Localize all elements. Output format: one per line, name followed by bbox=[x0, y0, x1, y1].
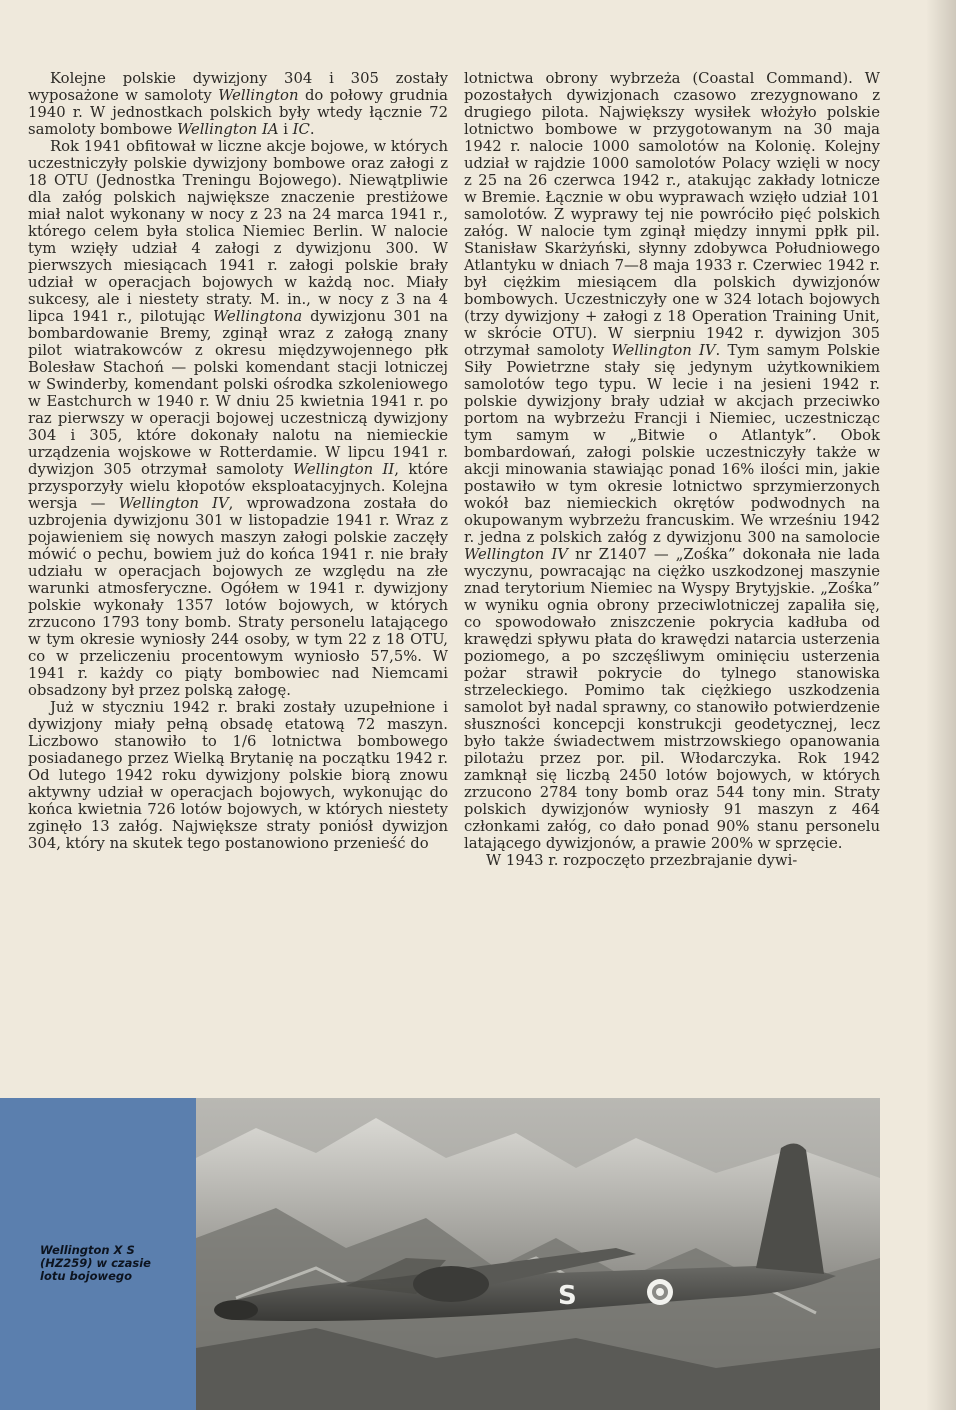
fuselage-letter: S bbox=[558, 1281, 577, 1311]
aircraft-photo-image bbox=[196, 1098, 880, 1410]
right-column-paragraph-continued: lotnictwa obrony wybrzeża (Coastal Command). W pozostałych dywizjonach czasowo zrezygnowano z drugiego pilota. Największy wysiłek włożyło polskie lotnictwo bombowe w przygotowanym na 30 maja 1942 r. nalocie 1000 samolotów na Kolonię. Kolejny udział w rajdzie 1000 samolotów Polacy wzięli w nocy z 25 na 26 czerwca 1942 r., atakując zakłady lotnicze w Bremie. Łącznie w obu wyprawach wzięło udział 101 samolotów. Z wyprawy tej nie powróciło pięć polskich załóg. W nalocie tym zginął między innymi ppłk pil. Stanisław Skarżyński, słynny zdobywca Południowego Atlantyku w dniach 7—8 maja 1933 r. Czerwiec 1942 r. był ciężkim miesiącem dla polskich dywizjonów bombowych. Uczestniczyły one w 324 lotach bojowych (trzy dywizjony + załogi z 18 Operation Training Unit, w skrócie OTU). W sierpniu 1942 r. dywizjon 305 otrzymał samoloty Wellington IV. Tym samym Polskie Siły Powietrzne stały się jedynym użytkownikiem samolotów tego typu. W lecie i na jesieni 1942 r. polskie dywizjony brały udział w akcjach przeciwko portom na wybrzeżu Francji i Niemiec, uczestnicząc tym samym w „Bitwie o Atlantyk”. Obok bombardowań, załogi polskie uczestniczyły także w akcji minowania stawiając ponad 16% ilości min, jakie postawiło w tym okresie lotnictwo sprzymierzonych wokół baz niemieckich okrętów podwodnych na okupowanym wybrzeżu francuskim. We wrześniu 1942 r. jedna z polskich załóg z dywizjonu 300 na samolocie Wellington IV nr Z1407 — „Zośka” dokonała nie lada wyczynu, powracając na ciężko uszkodzonej maszynie znad terytorium Niemiec na Wyspy Brytyjskie. „Zośka” w wyniku ognia obrony przeciwlotniczej zapaliła się, co spowodowało zniszczenie pokrycia kadłuba od krawędzi spływu płata do krawędzi natarcia usterzenia poziomego, a po szczęśliwym ominięciu usterzenia pożar strawił pokrycie do tylnego stanowiska strzeleckiego. Pomimo tak ciężkiego uszkodzenia samolot był nadal sprawny, co stanowiło potwierdzenie słuszności koncepcji konstrukcji geodetycznej, lecz było także świadectwem mistrzowskiego opanowania pilotażu przez por. pil. Włodarczyka. Rok 1942 zamknął się liczbą 2450 lotów bojowych, w których zrzucono 2784 tony bomb oraz 544 tony min. Straty polskich dywizjonów wyniosły 91 maszyn z 464 członkami załóg, co dało ponad 90% stanu personelu latającego dywizjonów, a prawie 200% w sprzęcie. bbox=[464, 70, 880, 852]
caption-line: lotu bojowego bbox=[40, 1269, 133, 1283]
photo-caption bbox=[40, 1244, 190, 1283]
article-left-column bbox=[28, 70, 448, 852]
left-column-paragraph: Rok 1941 obfitował w liczne akcje bojowe, w których uczestniczyły polskie dywizjony bombowe oraz załogi z 18 OTU (Jednostka Treningu Bojowego). Niewątpliwie dla załóg polskich największe znaczenie prestiżowe miał nalot wykonany w nocy z 23 na 24 marca 1941 r., którego celem była stolica Niemiec Berlin. W nalocie tym wzięły udział 4 załogi z dywizjonu 300. W pierwszych miesiącach 1941 r. załogi polskie brały udział w operacjach bojowych w każdą noc. Miały sukcesy, ale i niestety straty. M. in., w nocy z 3 na 4 lipca 1941 r., pilotując Wellingtona dywizjonu 301 na bombardowanie Bremy, zginął wraz z załogą znany pilot wiatrakowców z okresu międzywojennego płk Bolesław Stachoń — polski komendant stacji lotniczej w Swinderby, komendant polski ośrodka szkoleniowego w Eastchurch w 1940 r. W dniu 25 kwietnia 1941 r. po raz pierwszy w operacji bojowej uczestniczą dywizjony 304 i 305, które dokonały nalotu na niemieckie urządzenia wojskowe w Rotterdamie. W lipcu 1941 r. dywizjon 305 otrzymał samoloty Wellington II, które przysporzyły wielu kłopotów eksploatacyjnych. Kolejna wersja — Wellington IV, wprowadzona została do uzbrojenia dywizjonu 301 w listopadzie 1941 r. Wraz z pojawieniem się nowych maszyn załogi polskie zaczęły mówić o pechu, bowiem już do końca 1941 r. nie brały udziału w operacjach bojowych ze względu na złe warunki atmosferyczne. Ogółem w 1941 r. dywizjony polskie wykonały 1357 lotów bojowych, w których zrzucono 1793 tony bomb. Straty personelu latającego w tym okresie wyniosły 244 osoby, w tym 22 z 18 OTU, co w przeliczeniu procentowym wyniosło 57,5%. W 1941 r. każdy co piąty bombowiec nad Niemcami obsadzony był przez polską załogę. bbox=[28, 138, 449, 699]
photo-section bbox=[0, 1098, 956, 1410]
left-column-paragraph: Już w styczniu 1942 r. braki zostały uzupełnione i dywizjony miały pełną obsadę etatową 72 maszyn. Liczbowo stanowiło to 1/6 lotnictwa bombowego posiadanego przez Wielką Brytanię na początku 1942 r. Od lutego 1942 roku dywizjony polskie biorą znowu aktywny udział w operacjach bojowych, wykonując do końca kwietnia 726 lotów bojowych, w których niestety zginęło 13 załóg. Największe straty poniósł dywizjon 304, który na skutek tego postanowiono przenieść do bbox=[28, 699, 448, 852]
right-column-paragraph-last: W 1943 r. rozpoczęto przezbrajanie dywi- bbox=[486, 852, 798, 869]
wellington-aircraft-photo bbox=[196, 1098, 880, 1410]
caption-line: (HZ259) w czasie bbox=[40, 1256, 151, 1270]
caption-line: Wellington X S bbox=[40, 1243, 135, 1257]
article-right-column bbox=[464, 70, 880, 869]
left-column-paragraph: Kolejne polskie dywizjony 304 i 305 zostały wyposażone w samoloty Wellington do połowy grudnia 1940 r. W jednostkach polskich były wtedy łącznie 72 samoloty bombowe Wellington IA i IC. bbox=[28, 70, 448, 138]
